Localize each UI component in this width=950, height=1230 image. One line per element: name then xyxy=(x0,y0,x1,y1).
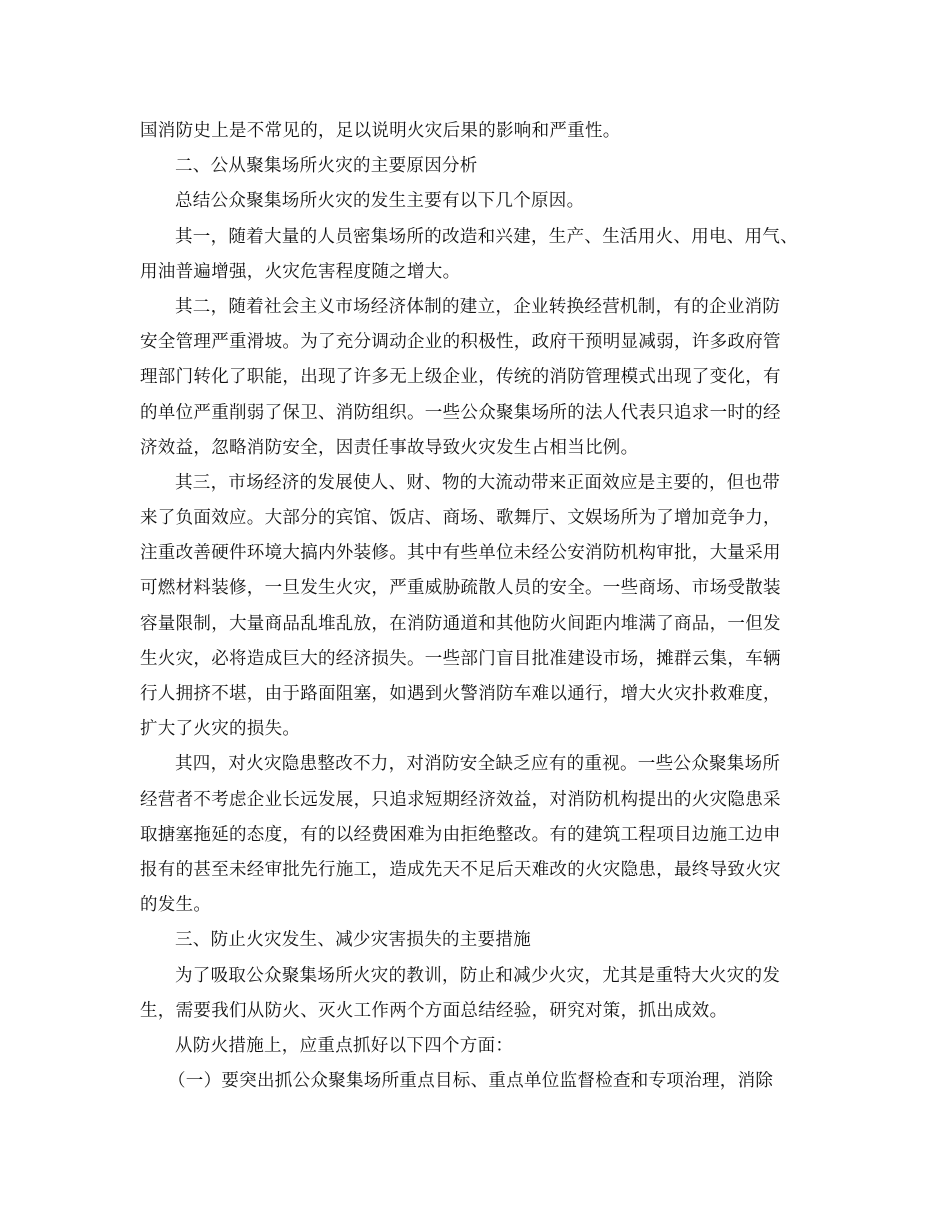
text-line-4: 其一，随着大量的人员密集场所的改造和兴建，生产、生活用火、用电、用气、 xyxy=(175,226,798,247)
document-body xyxy=(140,114,820,1099)
text-line-14: 可燃材料装修，一旦发生火灾，严重威胁疏散人员的安全。一些商场、市场受散装 xyxy=(140,578,781,599)
text-line-3: 总结公众聚集场所火灾的发生主要有以下几个原因。 xyxy=(175,191,585,212)
text-line-5: 用油普遍增强，火灾危害程度随之增大。 xyxy=(140,261,461,282)
text-line-9: 的单位严重削弱了保卫、消防组织。一些公众聚集场所的法人代表只追求一时的经 xyxy=(140,402,781,423)
text-line-22: 报有的甚至未经审批先行施工，造成先天不足后天难改的火灾隐患，最终导致火灾 xyxy=(140,859,781,880)
text-line-17: 行人拥挤不堪，由于路面阻塞，如遇到火警消防车难以通行，增大火灾扑救难度， xyxy=(140,684,781,704)
text-line-25: 为了吸取公众聚集场所火灾的教训，防止和减少火灾，尤其是重特大火灾的发 xyxy=(175,965,781,986)
text-line-21: 取搪塞拖延的态度，有的以经费困难为由拒绝整改。有的建筑工程项目边施工边申 xyxy=(140,824,781,845)
text-line-8: 理部门转化了职能，出现了许多无上级企业，传统的消防管理模式出现了变化，有 xyxy=(140,367,781,388)
text-line-27: 从防火措施上，应重点抓好以下四个方面： xyxy=(175,1035,514,1056)
text-line-6: 其二，随着社会主义市场经济体制的建立，企业转换经营机制，有的企业消防 xyxy=(175,296,781,317)
section-heading-3: 三、防止火灾发生、减少灾害损失的主要措施 xyxy=(175,930,531,951)
text-line-16: 生火灾，必将造成巨大的经济损失。一些部门盲目批准建设市场，摊群云集，车辆 xyxy=(140,648,781,669)
text-line-23: 的发生。 xyxy=(140,895,212,916)
text-line-15: 容量限制，大量商品乱堆乱放，在消防通道和其他防火间距内堆满了商品，一但发 xyxy=(140,613,781,634)
text-line-18: 扩大了火灾的损失。 xyxy=(140,719,301,740)
text-line-20: 经营者不考虑企业长远发展，只追求短期经济效益，对消防机构提出的火灾隐患采 xyxy=(140,789,781,810)
text-line-11: 其三，市场经济的发展使人、财、物的大流动带来正面效应是主要的，但也带 xyxy=(175,472,781,493)
text-line-12: 来了负面效应。大部分的宾馆、饭店、商场、歌舞厅、文娱场所为了增加竞争力， xyxy=(140,508,781,529)
text-line-10: 济效益，忽略消防安全，因责任事故导致火灾发生占相当比例。 xyxy=(140,437,639,458)
text-line-1: 国消防史上是不常见的，足以说明火灾后果的影响和严重性。 xyxy=(140,121,621,141)
text-line-26: 生，需要我们从防火、灭火工作两个方面总结经验，研究对策，抓出成效。 xyxy=(140,1000,728,1021)
text-line-13: 注重改善硬件环境大搞内外装修。其中有些单位未经公安消防机构审批，大量采用 xyxy=(140,543,781,564)
text-line-19: 其四，对火灾隐患整改不力，对消防安全缺乏应有的重视。一些公众聚集场所 xyxy=(175,754,781,775)
text-line-7: 安全管理严重滑坡。为了充分调动企业的积极性，政府干预明显减弱，许多政府管 xyxy=(140,332,781,353)
text-line-28: （一）要突出抓公众聚集场所重点目标、重点单位监督检查和专项治理，消除 xyxy=(168,1071,774,1092)
section-heading-2: 二、公从聚集场所火灾的主要原因分析 xyxy=(175,156,478,177)
